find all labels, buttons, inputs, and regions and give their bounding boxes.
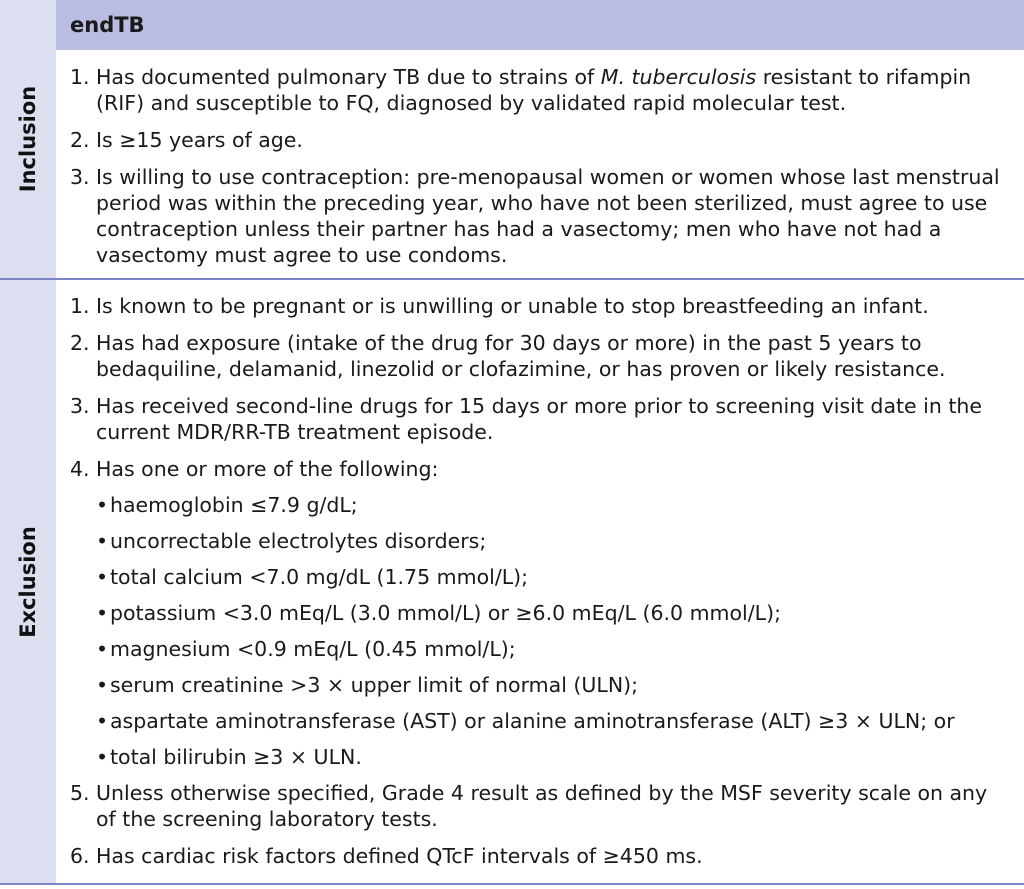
lab-criterion: •potassium <3.0 mEq/L (3.0 mmol/L) or ≥6.0 mEq/L (6.0 mmol/L); xyxy=(96,601,781,625)
item-text: Is ≥15 years of age. xyxy=(96,128,303,152)
item-number: 3. xyxy=(70,394,90,418)
item-text: Is willing to use contraception: pre-menopausal women or women whose last menstrual period was within the preceding year, who have not been sterilized, must agree to use contraception unless their partner has had a vasectomy; men who have not had a vasectomy must agree to use condoms. xyxy=(96,165,1000,267)
item-text: Has documented pulmonary TB due to strains of M. tuberculosis resistant to rifampin (RIF) and susceptible to FQ, diagnosed by validated rapid molecular test. xyxy=(96,65,972,115)
item-text: Has had exposure (intake of the drug for 30 days or more) in the past 5 years to bedaquiline, delamanid, linezolid or clofazimine, or has proven or likely resistance. xyxy=(96,331,946,381)
lab-criterion: •serum creatinine >3 × upper limit of normal (ULN); xyxy=(96,673,639,697)
lab-criterion: •magnesium <0.9 mEq/L (0.45 mmol/L); xyxy=(96,637,516,661)
item-number: 1. xyxy=(70,65,90,89)
inclusion-item xyxy=(70,64,1010,116)
item-text: Has one or more of the following: xyxy=(96,457,439,481)
exclusion-side-cell xyxy=(0,280,56,883)
item-text: Has received second-line drugs for 15 days or more prior to screening visit date in the current MDR/RR-TB treatment episode. xyxy=(96,394,983,444)
lab-criterion: •uncorrectable electrolytes disorders; xyxy=(96,529,487,553)
lab-criterion: •aspartate aminotransferase (AST) or alanine aminotransferase (ALT) ≥3 × ULN; or xyxy=(96,709,955,733)
table-header xyxy=(56,0,1024,50)
exclusion-item xyxy=(70,780,1010,832)
exclusion-item xyxy=(70,293,1010,319)
inclusion-item xyxy=(70,127,1010,153)
item-number: 2. xyxy=(70,128,90,152)
item-number: 3. xyxy=(70,165,90,189)
item-number: 1. xyxy=(70,294,90,318)
exclusion-item xyxy=(70,330,1010,382)
table-bottom-border xyxy=(0,883,1024,885)
item-number: 2. xyxy=(70,331,90,355)
exclusion-item xyxy=(70,456,1010,482)
lab-criterion: •total calcium <7.0 mg/dL (1.75 mmol/L); xyxy=(96,565,529,589)
lab-criterion: •haemoglobin ≤7.9 g/dL; xyxy=(96,493,358,517)
inclusion-side-cell xyxy=(0,0,56,278)
item-number: 6. xyxy=(70,844,90,868)
item-text: Unless otherwise specified, Grade 4 result as defined by the MSF severity scale on any of the screening laboratory tests. xyxy=(96,781,988,831)
header-title: endTB xyxy=(70,13,145,37)
inclusion-label: Inclusion xyxy=(16,85,40,193)
item-number: 5. xyxy=(70,781,90,805)
exclusion-item xyxy=(70,393,1010,445)
exclusion-item xyxy=(70,843,1010,869)
organism-name: M. tuberculosis xyxy=(600,65,757,89)
inclusion-item xyxy=(70,164,1010,268)
exclusion-list xyxy=(56,280,1024,883)
exclusion-label: Exclusion xyxy=(16,525,40,638)
lab-criterion: •total bilirubin ≥3 × ULN. xyxy=(96,745,362,769)
item-text: Has cardiac risk factors defined QTcF intervals of ≥450 ms. xyxy=(96,844,703,868)
item-text: Is known to be pregnant or is unwilling or unable to stop breastfeeding an infant. xyxy=(96,294,929,318)
item-number: 4. xyxy=(70,457,90,481)
inclusion-list xyxy=(56,50,1024,278)
